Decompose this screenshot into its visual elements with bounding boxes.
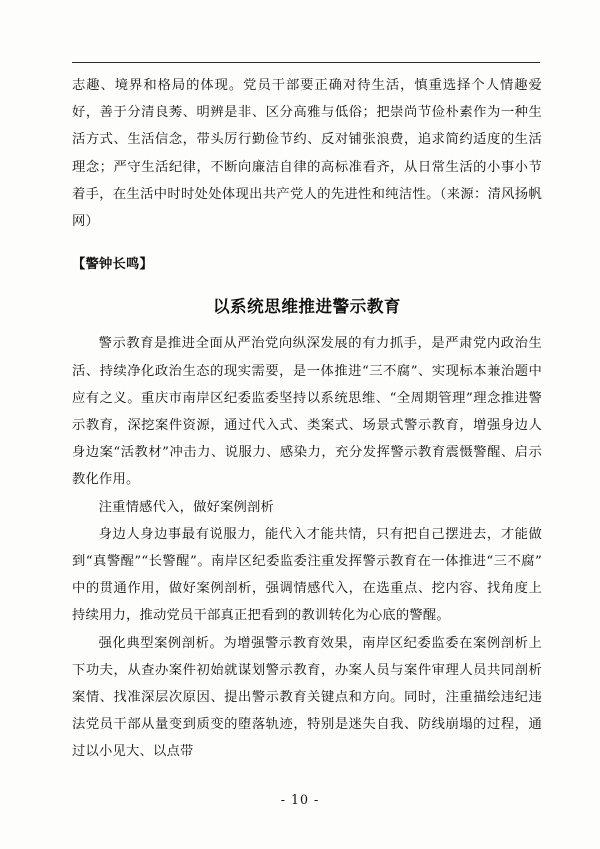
paragraph-2-subheading: 注重情感代入，做好案例剖析 bbox=[98, 499, 275, 515]
opening-paragraph: 志趣、境界和格局的体现。党员干部要正确对待生活，慎重选择个人情趣爱好，善于分清良莠、明辨是非、区分高雅与低俗；把崇尚节俭朴素作为一种生活方式、生活信念，带头厉行勤俭节约、反对铺张浪费，追求简约适度的生活理念；严守生活纪律，不断向廉洁自律的高标准看齐，从日常生活的小事小节着手，在生活中时时处处体现出共产党人的先进性和纯洁性。（来源：清风扬帆网） bbox=[72, 78, 542, 230]
article-title: 以系统思维推进警示教育 bbox=[212, 297, 402, 317]
paragraph-1: 警示教育是推进全面从严治党向纵深发展的有力抓手，是严肃党内政治生活、持续净化政治生态的现实需要，是一体推进“三不腐”、实现标本兼治题中应有之义。重庆市南岸区纪委监委坚持以系统思维、“全周期管理”理念推进警示教育，深挖案件资源，通过代入式、类案式、场景式警示教育，增强身边人身边案“活教材”冲击力、说服力、感染力，充分发挥警示教育震慑警醒、启示教化作用。 bbox=[72, 336, 542, 488]
page-content bbox=[72, 72, 542, 779]
paragraph-4: 强化典型案例剖析。为增强警示教育效果，南岸区纪委监委在案例剖析上下功夫，从查办案件初始就谋划警示教育，办案人员与案件审理人员共同剖析案情、找准深层次原因、提出警示教育关键点和方向。同时，注重描绘违纪违法党员干部从量变到质变的堕落轨迹，特别是迷失自我、防线崩塌的过程，通过以小见大、以点带 bbox=[72, 635, 542, 760]
header-rule bbox=[72, 62, 540, 63]
paragraph-3: 身边人身边事最有说服力，能代入才能共情，只有把自己摆进去，才能做到“真警醒”“长警醒”。南岸区纪委监委注重发挥警示教育在一体推进“三不腐”中的贯通作用，做好案例剖析，强调情感代入，在选重点、挖内容、找角度上持续用力，推动党员干部真正把看到的教训转化为心底的警醒。 bbox=[72, 526, 542, 624]
section-tag: 【警钟长鸣】 bbox=[72, 257, 153, 273]
page-number: - 10 - bbox=[280, 792, 320, 807]
